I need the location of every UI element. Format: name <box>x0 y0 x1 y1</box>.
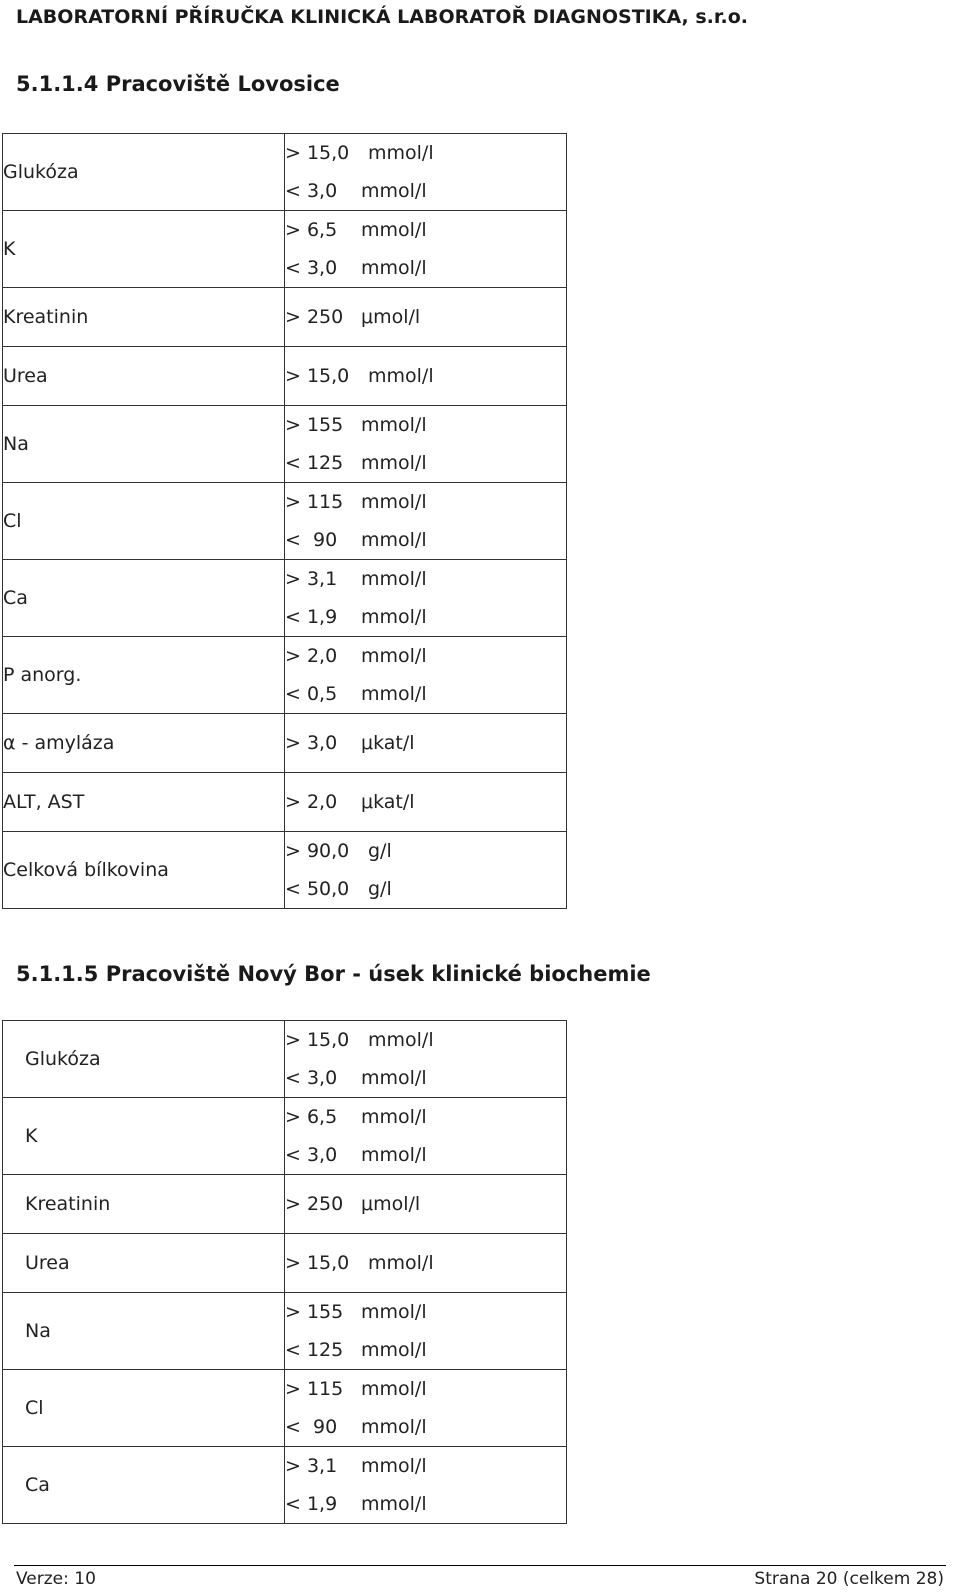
unit-label: mmol/l <box>361 1301 427 1323</box>
parameter-name: Na <box>3 406 285 483</box>
threshold-value: > 250 <box>285 1193 344 1215</box>
critical-value-line <box>285 521 566 559</box>
table-row <box>3 1293 567 1370</box>
parameter-name: Cl <box>3 1370 285 1447</box>
critical-value-line <box>285 598 566 636</box>
critical-value-line <box>285 406 566 444</box>
unit-label: mmol/l <box>368 365 434 387</box>
threshold-value: > 15,0 <box>285 1252 350 1274</box>
parameter-name: Ca <box>3 560 285 637</box>
threshold-value: > 15,0 <box>285 1029 350 1051</box>
unit-label: mmol/l <box>361 1493 427 1515</box>
threshold-value: < 125 <box>285 1339 344 1361</box>
critical-value-line <box>285 483 566 521</box>
critical-values-cell <box>285 1175 567 1234</box>
table-row <box>3 1098 567 1175</box>
table-row <box>3 1370 567 1447</box>
critical-value-line <box>285 1098 566 1136</box>
unit-label: mmol/l <box>361 1144 427 1166</box>
critical-values-cell <box>285 714 567 773</box>
table-row <box>3 134 567 211</box>
unit-label: mmol/l <box>361 180 427 202</box>
parameter-name: Na <box>3 1293 285 1370</box>
critical-value-line <box>285 1293 566 1331</box>
table-row <box>3 832 567 909</box>
critical-values-cell <box>285 637 567 714</box>
parameter-name: Cl <box>3 483 285 560</box>
critical-values-table-lovosice <box>2 133 567 909</box>
critical-value-line <box>285 637 566 675</box>
unit-label: mmol/l <box>361 1378 427 1400</box>
unit-label: mmol/l <box>361 606 427 628</box>
unit-label: mmol/l <box>361 529 427 551</box>
table-row <box>3 211 567 288</box>
threshold-value: > 155 <box>285 414 344 436</box>
threshold-value: > 15,0 <box>285 365 350 387</box>
parameter-name: Urea <box>3 347 285 406</box>
parameter-name: Kreatinin <box>3 288 285 347</box>
threshold-value: > 6,5 <box>285 1106 338 1128</box>
unit-label: mmol/l <box>361 1455 427 1477</box>
table-row <box>3 288 567 347</box>
critical-value-line <box>285 211 566 249</box>
unit-label: mmol/l <box>361 645 427 667</box>
section-title-novy-bor: 5.1.1.5 Pracoviště Nový Bor - úsek klinické biochemie <box>16 962 651 986</box>
critical-values-cell <box>285 560 567 637</box>
unit-label: μmol/l <box>361 306 421 328</box>
unit-label: mmol/l <box>361 1067 427 1089</box>
critical-value-line <box>285 1331 566 1369</box>
document-header: LABORATORNÍ PŘÍRUČKA KLINICKÁ LABORATOŘ DIAGNOSTIKA, s.r.o. <box>16 6 749 28</box>
table-row <box>3 560 567 637</box>
critical-value-line <box>285 1447 566 1485</box>
parameter-name: Glukóza <box>3 1021 285 1098</box>
critical-value-line <box>285 1485 566 1523</box>
critical-value-line <box>285 444 566 482</box>
critical-values-cell <box>285 134 567 211</box>
critical-values-cell <box>285 483 567 560</box>
threshold-value: < 50,0 <box>285 878 350 900</box>
critical-value-line <box>285 1175 566 1233</box>
critical-values-cell <box>285 288 567 347</box>
critical-values-cell <box>285 211 567 288</box>
threshold-value: < 90 <box>285 1416 338 1438</box>
parameter-name: Urea <box>3 1234 285 1293</box>
parameter-name: ALT, AST <box>3 773 285 832</box>
parameter-name: K <box>3 211 285 288</box>
unit-label: mmol/l <box>368 142 434 164</box>
table-row <box>3 637 567 714</box>
threshold-value: > 155 <box>285 1301 344 1323</box>
critical-value-line <box>285 675 566 713</box>
threshold-value: > 15,0 <box>285 142 350 164</box>
unit-label: mmol/l <box>361 491 427 513</box>
section-title-lovosice: 5.1.1.4 Pracoviště Lovosice <box>16 72 340 96</box>
critical-value-line <box>285 1136 566 1174</box>
threshold-value: > 3,1 <box>285 1455 338 1477</box>
critical-value-line <box>285 249 566 287</box>
threshold-value: > 3,0 <box>285 732 338 754</box>
parameter-name: Kreatinin <box>3 1175 285 1234</box>
critical-values-cell <box>285 1098 567 1175</box>
parameter-name: α - amyláza <box>3 714 285 773</box>
parameter-name: P anorg. <box>3 637 285 714</box>
threshold-value: > 90,0 <box>285 840 350 862</box>
unit-label: mmol/l <box>361 219 427 241</box>
threshold-value: < 1,9 <box>285 606 338 628</box>
threshold-value: < 0,5 <box>285 683 338 705</box>
critical-value-line <box>285 172 566 210</box>
critical-value-line <box>285 347 566 405</box>
table-row <box>3 773 567 832</box>
threshold-value: < 3,0 <box>285 1144 338 1166</box>
critical-value-line <box>285 560 566 598</box>
critical-values-cell <box>285 1234 567 1293</box>
critical-values-cell <box>285 406 567 483</box>
threshold-value: > 115 <box>285 491 344 513</box>
unit-label: μkat/l <box>361 791 415 813</box>
critical-value-line <box>285 773 566 831</box>
critical-value-line <box>285 714 566 772</box>
critical-value-line <box>285 870 566 908</box>
unit-label: mmol/l <box>361 568 427 590</box>
threshold-value: > 3,1 <box>285 568 338 590</box>
critical-values-cell <box>285 1293 567 1370</box>
table-row <box>3 347 567 406</box>
critical-values-table-novy-bor <box>2 1020 567 1524</box>
unit-label: mmol/l <box>361 1106 427 1128</box>
unit-label: mmol/l <box>368 1029 434 1051</box>
critical-value-line <box>285 1370 566 1408</box>
parameter-name: K <box>3 1098 285 1175</box>
table-row <box>3 406 567 483</box>
critical-value-line <box>285 1059 566 1097</box>
threshold-value: < 3,0 <box>285 180 338 202</box>
threshold-value: < 90 <box>285 529 338 551</box>
critical-value-line <box>285 1021 566 1059</box>
threshold-value: > 2,0 <box>285 645 338 667</box>
unit-label: mmol/l <box>361 414 427 436</box>
unit-label: mmol/l <box>368 1252 434 1274</box>
threshold-value: < 3,0 <box>285 1067 338 1089</box>
critical-values-cell <box>285 347 567 406</box>
parameter-name: Glukóza <box>3 134 285 211</box>
unit-label: μkat/l <box>361 732 415 754</box>
critical-value-line <box>285 1234 566 1292</box>
table-row <box>3 714 567 773</box>
table-row <box>3 483 567 560</box>
critical-values-cell <box>285 1021 567 1098</box>
table-row <box>3 1447 567 1524</box>
critical-values-cell <box>285 1370 567 1447</box>
footer-divider <box>14 1565 946 1566</box>
unit-label: g/l <box>368 840 392 862</box>
unit-label: mmol/l <box>361 1339 427 1361</box>
table-row <box>3 1021 567 1098</box>
table-row <box>3 1234 567 1293</box>
parameter-name: Ca <box>3 1447 285 1524</box>
footer-version: Verze: 10 <box>16 1569 96 1589</box>
unit-label: μmol/l <box>361 1193 421 1215</box>
critical-values-cell <box>285 832 567 909</box>
threshold-value: < 125 <box>285 452 344 474</box>
footer-page-number: Strana 20 (celkem 28) <box>754 1569 944 1589</box>
threshold-value: > 2,0 <box>285 791 338 813</box>
threshold-value: > 250 <box>285 306 344 328</box>
critical-value-line <box>285 134 566 172</box>
parameter-name: Celková bílkovina <box>3 832 285 909</box>
unit-label: mmol/l <box>361 1416 427 1438</box>
threshold-value: < 3,0 <box>285 257 338 279</box>
critical-values-cell <box>285 773 567 832</box>
unit-label: mmol/l <box>361 683 427 705</box>
threshold-value: > 6,5 <box>285 219 338 241</box>
critical-value-line <box>285 832 566 870</box>
critical-value-line <box>285 288 566 346</box>
critical-value-line <box>285 1408 566 1446</box>
unit-label: mmol/l <box>361 452 427 474</box>
critical-values-cell <box>285 1447 567 1524</box>
unit-label: mmol/l <box>361 257 427 279</box>
threshold-value: > 115 <box>285 1378 344 1400</box>
threshold-value: < 1,9 <box>285 1493 338 1515</box>
unit-label: g/l <box>368 878 392 900</box>
table-row <box>3 1175 567 1234</box>
